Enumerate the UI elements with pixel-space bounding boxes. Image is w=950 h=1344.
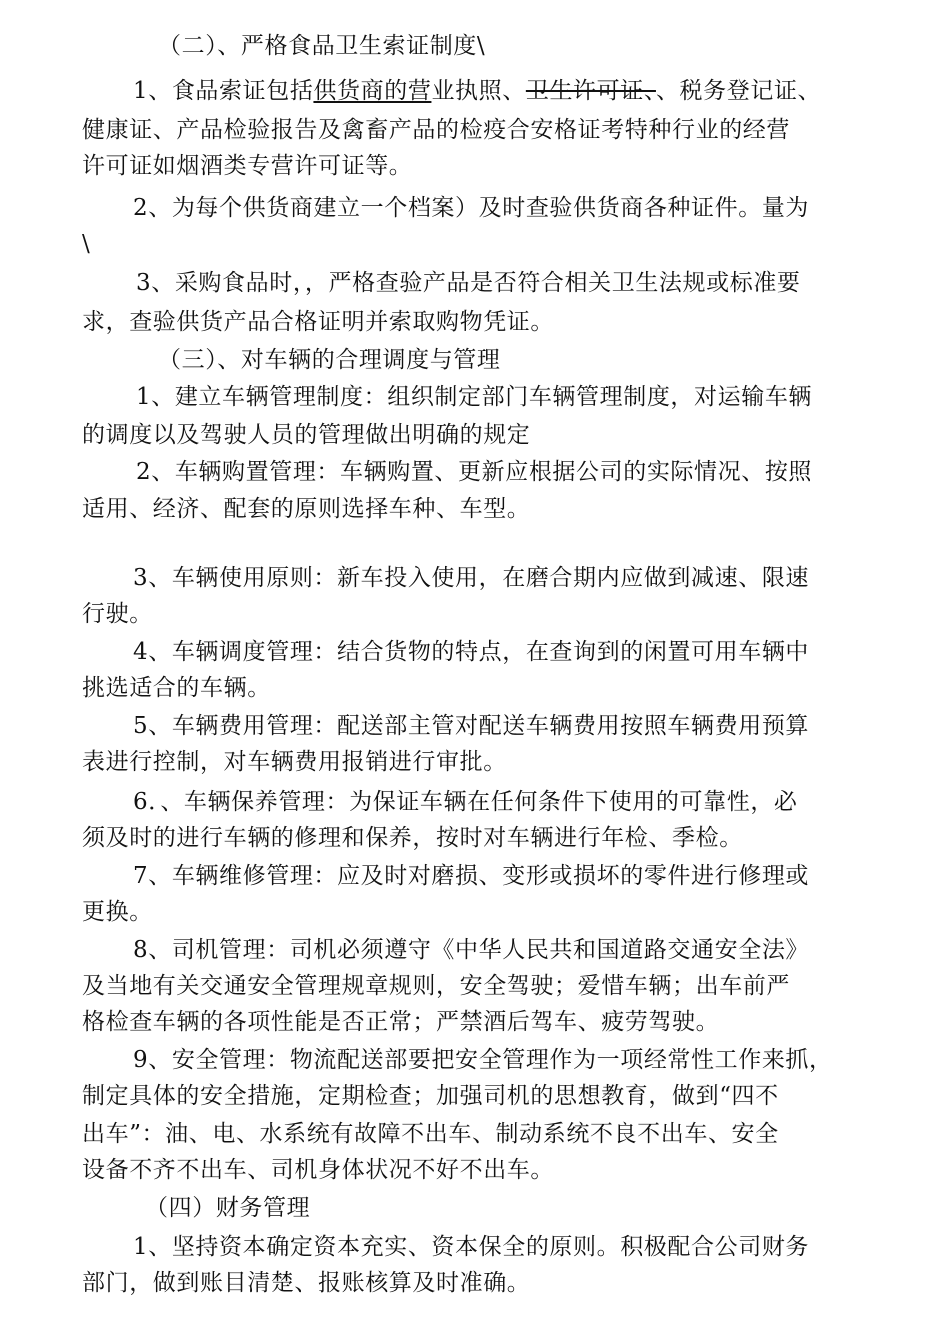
paragraph-line: 4、车辆调度管理：结合货物的特点，在查询到的闲置可用车辆中 [133,639,810,665]
paragraph-line: 及当地有关交通安全管理规章规则，安全驾驶；爱惜车辆；出车前严 [82,973,790,999]
paragraph-line: 行驶。 [82,601,153,627]
paragraph-line: 的调度以及驾驶人员的管理做出明确的规定 [82,422,531,448]
paragraph-line: 表进行控制，对车辆费用报销进行审批。 [82,749,507,775]
paragraph-line: 1、坚持资本确定资本充实、资本保全的原则。积极配合公司财务 [133,1234,810,1260]
text-run: 、税务登记证、 [655,78,822,104]
section-heading-4: （四）财务管理 [145,1195,311,1221]
section-heading-3: （三）、对车辆的合理调度与管理 [158,347,501,373]
paragraph-line: 格检查车辆的各项性能是否正常；严禁酒后驾车、疲劳驾驶。 [82,1009,720,1035]
underlined-text: 供货商的营 [313,78,432,104]
paragraph-line: 部门，做到账目清楚、报账核算及时准确。 [82,1270,531,1296]
struck-text: 卫生许可证、 [525,78,656,104]
paragraph-line: 5、车辆费用管理：配送部主管对配送车辆费用按照车辆费用预算 [133,713,810,739]
paragraph-line: 2、车辆购置管理：车辆购置、更新应根据公司的实际情况、按照 [136,459,813,485]
paragraph-line: 3、车辆使用原则：新车投入使用，在磨合期内应做到减速、限速 [133,565,810,591]
paragraph-line: 8、司机管理：司机必须遵守《中华人民共和国道路交通安全法》 [133,937,810,963]
paragraph-line: 1、建立车辆管理制度：组织制定部门车辆管理制度，对运输车辆 [136,384,813,410]
paragraph-line: 求，查验供货产品合格证明并索取购物凭证。 [82,309,554,335]
paragraph-line: 须及时的进行车辆的修理和保养，按时对车辆进行年检、季检。 [82,825,743,851]
paragraph-line: 6．、车辆保养管理：为保证车辆在任何条件下使用的可靠性，必 [133,789,798,815]
paragraph-line: 出车”：油、电、水系统有故障不出车、制动系统不良不出车、安全 [82,1121,779,1147]
text-run: 1、食品索证包括 [133,78,314,104]
paragraph-line: 许可证如烟酒类专营许可证等。 [82,153,413,179]
paragraph-line: 7、车辆维修管理：应及时对磨损、变形或损坏的零件进行修理或 [133,863,810,889]
paragraph-line: 3、采购食品时，，严格查验产品是否符合相关卫生法规或标准要 [136,270,801,296]
paragraph-line: 适用、经济、配套的原则选择车种、车型。 [82,496,531,522]
paragraph-line: \ [82,231,91,257]
paragraph-line: 设备不齐不出车、司机身体状况不好不出车。 [82,1157,554,1183]
paragraph-line: 健康证、产品检验报告及禽畜产品的检疫合安格证考特种行业的经营 [82,117,790,143]
paragraph-line: 2、为每个供货商建立一个档案）及时查验供货商各种证件。量为 [133,195,810,221]
paragraph-line: 9、安全管理：物流配送部要把安全管理作为一项经常性工作来抓， [133,1047,833,1073]
paragraph-line: 更换。 [82,899,153,925]
text-run: 业执照、 [431,78,526,104]
paragraph-line: 挑选适合的车辆。 [82,675,271,701]
paragraph-line: 制定具体的安全措施，定期检查；加强司机的思想教育，做到“四不 [82,1083,779,1109]
section-heading-2: （二）、严格食品卫生索证制度\ [158,33,486,59]
paragraph-line [133,76,821,106]
